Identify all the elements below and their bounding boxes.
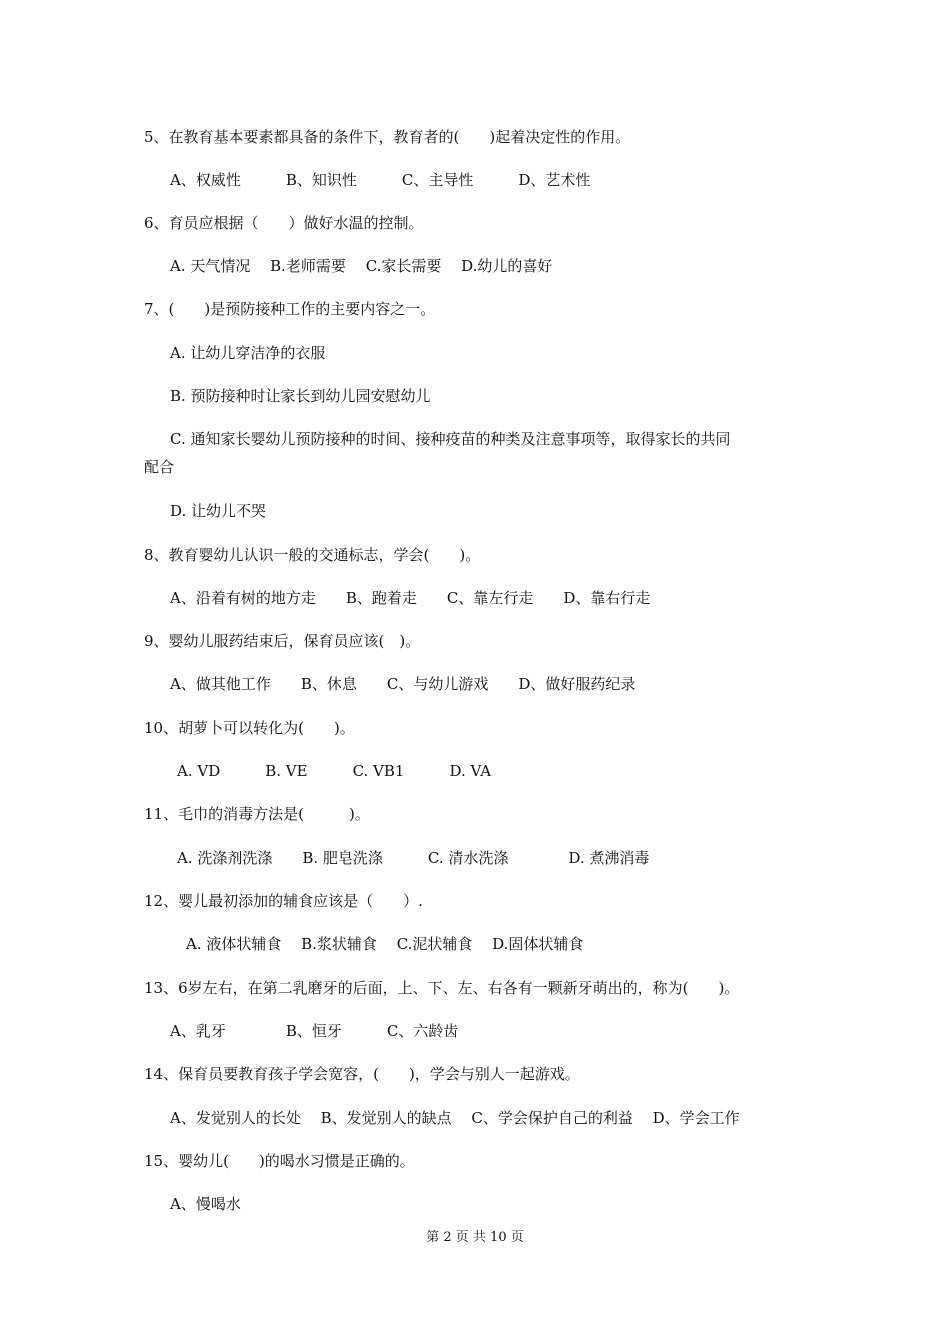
question-11-stem: 11、毛巾的消毒方法是( )。 xyxy=(144,805,370,823)
question-13-options: A、乳牙 B、恒牙 C、六龄齿 xyxy=(170,1022,459,1040)
question-11-options: A. 洗涤剂洗涤 B. 肥皂洗涤 C. 清水洗涤 D. 煮沸消毒 xyxy=(177,849,650,867)
question-7-option-b: B. 预防接种时让家长到幼儿园安慰幼儿 xyxy=(170,387,431,405)
question-6-stem: 6、育员应根据（ ）做好水温的控制。 xyxy=(144,214,424,232)
question-7-option-a: A. 让幼儿穿洁净的衣服 xyxy=(170,344,326,362)
question-7-option-c: C. 通知家长婴幼儿预防接种的时间、接种疫苗的种类及注意事项等，取得家长的共同 xyxy=(170,430,731,448)
question-9-stem: 9、婴幼儿服药结束后，保育员应该( )。 xyxy=(144,632,421,650)
question-12-options: A. 液体状辅食 B.浆状辅食 C.泥状辅食 D.固体状辅食 xyxy=(186,935,584,953)
question-15-option-a: A、慢喝水 xyxy=(170,1195,241,1213)
question-13-stem: 13、6岁左右，在第二乳磨牙的后面，上、下、左、右各有一颗新牙萌出的，称为( )。 xyxy=(144,979,740,997)
question-8-stem: 8、教育婴幼儿认识一般的交通标志，学会( )。 xyxy=(144,546,481,564)
question-7-stem: 7、( )是预防接种工作的主要内容之一。 xyxy=(144,300,436,318)
question-5-options: A、权威性 B、知识性 C、主导性 D、艺术性 xyxy=(170,171,591,189)
page-number-footer: 第 2 页 共 10 页 xyxy=(426,1230,524,1245)
question-5-stem: 5、在教育基本要素都具备的条件下，教育者的( )起着决定性的作用。 xyxy=(144,128,631,146)
question-6-options: A. 天气情况 B.老师需要 C.家长需要 D.幼儿的喜好 xyxy=(170,257,553,275)
question-12-stem: 12、婴儿最初添加的辅食应该是（ ）. xyxy=(144,892,423,910)
question-15-stem: 15、婴幼儿( )的喝水习惯是正确的。 xyxy=(144,1152,415,1170)
question-7-option-c-continued: 配合 xyxy=(144,458,175,476)
question-10-options: A. VD B. VE C. VB1 D. VA xyxy=(177,762,492,780)
question-14-options: A、发觉别人的长处 B、发觉别人的缺点 C、学会保护自己的利益 D、学会工作 xyxy=(170,1109,740,1127)
question-10-stem: 10、胡萝卜可以转化为( )。 xyxy=(144,719,355,737)
question-14-stem: 14、保育员要教育孩子学会宽容，( )，学会与别人一起游戏。 xyxy=(144,1065,580,1083)
question-9-options: A、做其他工作 B、休息 C、与幼儿游戏 D、做好服药纪录 xyxy=(170,675,636,693)
question-7-option-d: D. 让幼儿不哭 xyxy=(170,502,267,520)
question-8-options: A、沿着有树的地方走 B、跑着走 C、靠左行走 D、靠右行走 xyxy=(170,589,651,607)
